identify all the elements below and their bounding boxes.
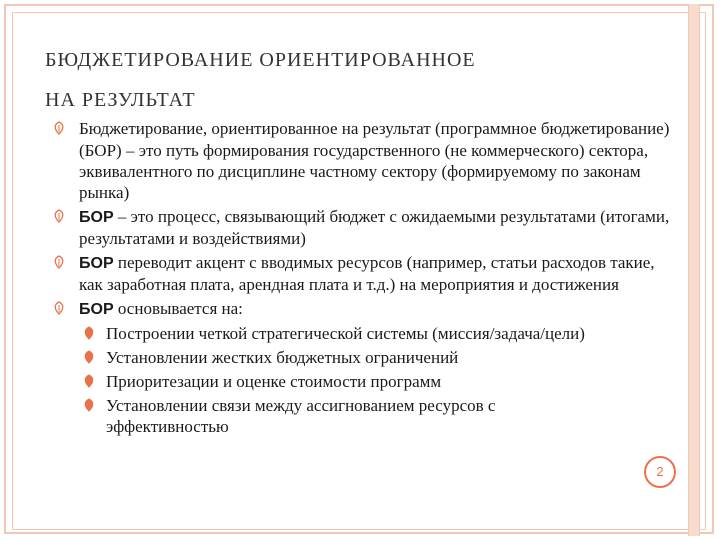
bullet-list <box>52 118 682 440</box>
leaf-bullet-icon <box>52 209 66 223</box>
leaf-bullet-icon <box>82 398 96 412</box>
title-line-1: БЮДЖЕТИРОВАНИЕ ОРИЕНТИРОВАННОЕ <box>45 49 476 71</box>
leaf-bullet-icon <box>82 350 96 364</box>
sub-list-item-text: Построении четкой стратегической системы (миссия/задача/цели) <box>106 324 585 343</box>
list-item-bold: БОР <box>79 209 114 226</box>
list-item <box>52 298 682 320</box>
title-line-2: НА РЕЗУЛЬТАТ <box>45 89 196 111</box>
list-item-text: Бюджетирование, ориентированное на результат (программное бюджетирование) (БОР) – это путь формирования государственного (не коммерческого) сектора, эквивалентного по дисциплине частному сектору (формируемому по законам рынка) <box>79 119 670 202</box>
leaf-bullet-icon <box>52 121 66 135</box>
list-item-bold: БОР <box>79 255 114 272</box>
sub-list-item-text: Приоритезации и оценке стоимости программ <box>106 372 442 391</box>
sub-list-item-text: Установлении связи между ассигнованием ресурсов с эффективностью <box>106 396 496 436</box>
sub-list-item-text: Установлении жестких бюджетных ограничений <box>106 348 459 367</box>
accent-bar <box>688 4 700 536</box>
sub-list-item <box>52 347 682 368</box>
leaf-bullet-icon <box>82 374 96 388</box>
list-item <box>52 118 682 203</box>
leaf-bullet-icon <box>82 326 96 340</box>
page-number-badge: 2 <box>644 456 676 488</box>
sub-list-item <box>52 323 682 344</box>
sub-list-item <box>52 395 682 437</box>
list-item <box>52 252 682 295</box>
list-item-text: переводит акцент с вводимых ресурсов (например, статьи расходов такие, как заработная плата, арендная плата и т.д.) на мероприятия и достижения <box>79 253 655 294</box>
leaf-bullet-icon <box>52 255 66 269</box>
list-item-text: – это процесс, связывающий бюджет с ожидаемыми результатами (итогами, результатами и воздействиями) <box>79 207 670 248</box>
slide-title <box>45 40 645 120</box>
list-item-text: основывается на: <box>113 299 243 318</box>
leaf-bullet-icon <box>52 301 66 315</box>
list-item <box>52 206 682 249</box>
sub-list-item <box>52 371 682 392</box>
list-item-bold: БОР <box>79 301 114 318</box>
